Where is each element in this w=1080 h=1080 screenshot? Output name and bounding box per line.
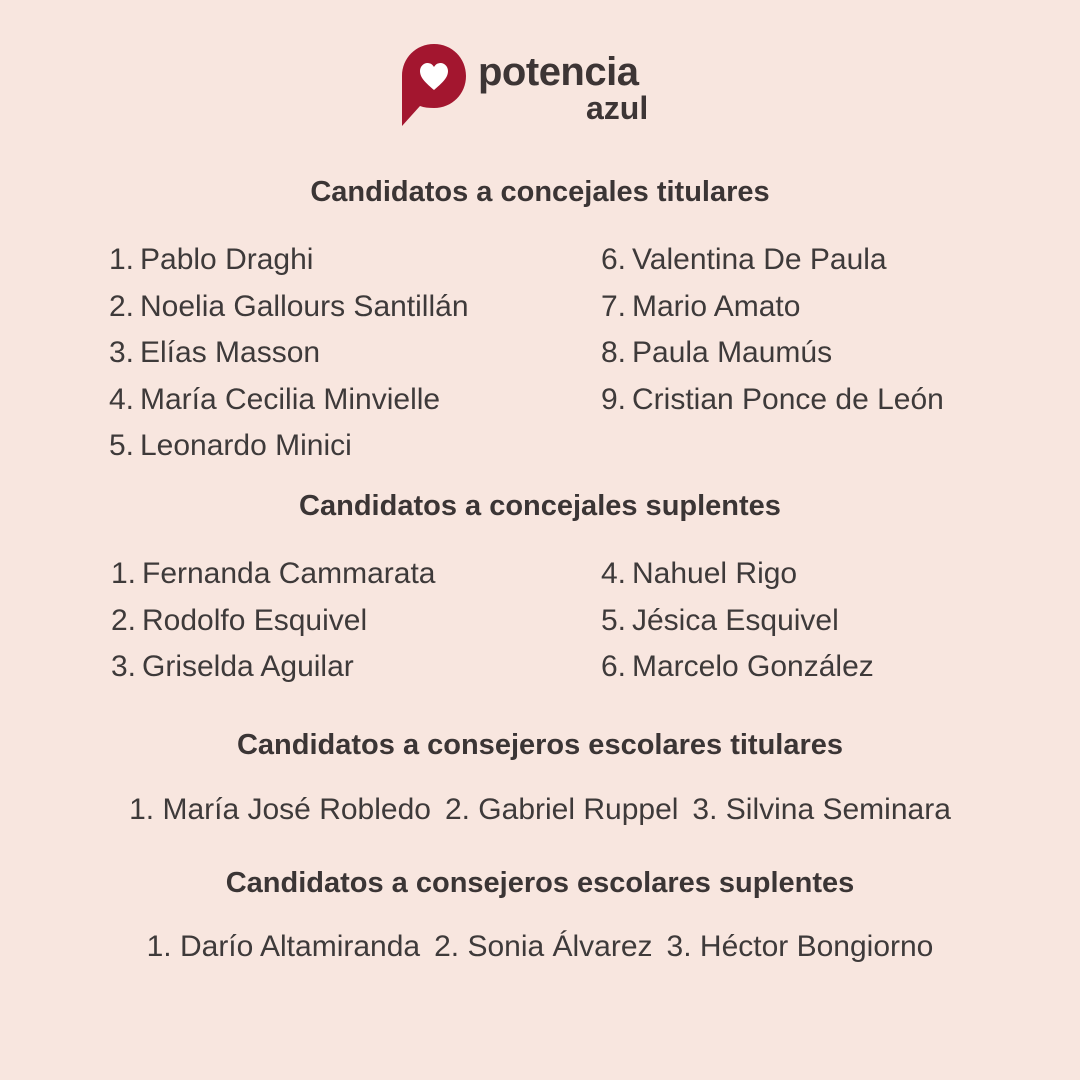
list-item: 5. Leonardo Minici: [108, 429, 352, 462]
list-item: 9. Cristian Ponce de León: [600, 382, 944, 416]
list-item: 2. Gabriel Ruppel: [444, 793, 679, 826]
section-title-consejeros-suplentes: Candidatos a consejeros escolares suplentes: [225, 867, 855, 899]
brand-logo: [398, 40, 668, 132]
list-item: 1. Pablo Draghi: [108, 243, 314, 276]
brand-name: potencia: [478, 50, 639, 94]
list-item: 6. Marcelo González: [600, 650, 874, 683]
section-title-concejales-titulares: Candidatos a concejales titulares: [310, 176, 770, 208]
list-item: 3. Héctor Bongiorno: [666, 930, 934, 963]
list-item: 8. Paula Maumús: [600, 336, 833, 369]
list-consejeros-suplentes: [0, 930, 1080, 964]
list-item: 1. María José Robledo: [129, 793, 431, 826]
list-item: 2. Noelia Gallours Santillán: [108, 289, 469, 323]
list-item: 2. Sonia Álvarez: [434, 930, 653, 963]
list-item: 6. Valentina De Paula: [600, 243, 887, 276]
list-item: 1. Darío Altamiranda: [146, 930, 421, 963]
list-item: 3. Silvina Seminara: [692, 793, 951, 826]
list-item: 3. Elías Masson: [108, 336, 321, 369]
list-item: 4. María Cecilia Minvielle: [108, 382, 441, 416]
list-concejales-suplentes-left: [98, 551, 435, 691]
list-consejeros-titulares: [0, 793, 1080, 827]
list-item: 7. Mario Amato: [600, 289, 801, 323]
list-concejales-titulares-right: [598, 237, 944, 423]
section-title-consejeros-titulares: Candidatos a consejeros escolares titulares: [236, 729, 844, 761]
list-item: 4. Nahuel Rigo: [600, 557, 798, 590]
brand-subname: azul: [586, 90, 649, 126]
list-concejales-suplentes-right: [598, 551, 874, 691]
heart-speech-bubble-icon: [398, 40, 470, 130]
list-concejales-titulares-left: [96, 237, 469, 470]
section-title-concejales-suplentes: Candidatos a concejales suplentes: [299, 490, 781, 522]
list-item: 2. Rodolfo Esquivel: [110, 603, 368, 637]
list-item: 3. Griselda Aguilar: [110, 650, 354, 683]
list-item: 5. Jésica Esquivel: [600, 603, 839, 637]
list-item: 1. Fernanda Cammarata: [110, 557, 436, 590]
